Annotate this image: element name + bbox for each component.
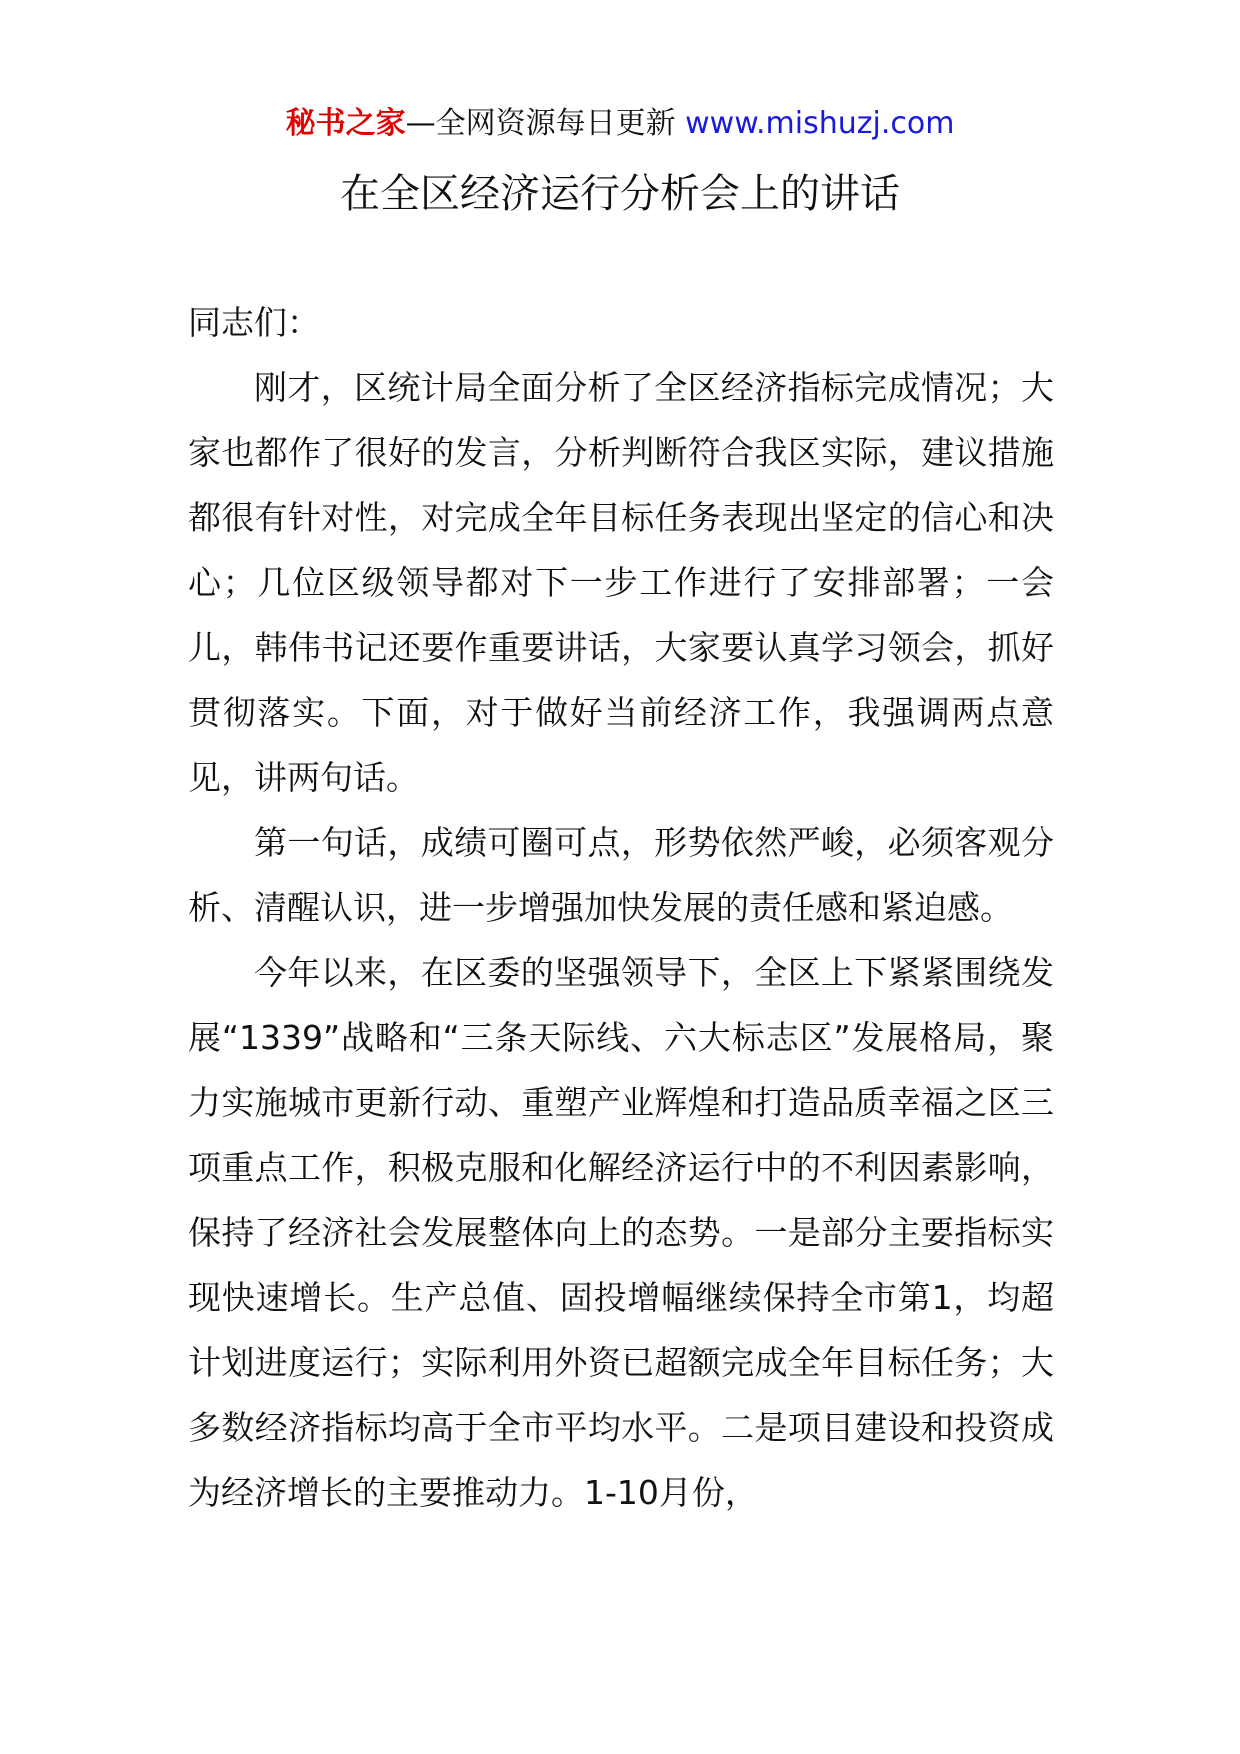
paragraph: 刚才，区统计局全面分析了全区经济指标完成情况；大家也都作了很好的发言，分析判断符合我区实际，建议措施都很有针对性，对完成全年目标任务表现出坚定的信心和决心；几位区级领导都对下一步工作进行了安排部署；一会儿，韩伟书记还要作重要讲话，大家要认真学习领会，抓好贯彻落实。下面，对于做好当前经济工作，我强调两点意见，讲两句话。 — [188, 368, 1054, 797]
site-header — [0, 102, 1240, 146]
salutation: 同志们： — [188, 303, 320, 342]
paragraph: 第一句话，成绩可圈可点，形势依然严峻，必须客观分析、清醒认识，进一步增强加快发展的责任感和紧迫感。 — [188, 823, 1054, 927]
document-body — [188, 290, 1054, 1525]
paragraph: 今年以来，在区委的坚强领导下，全区上下紧紧围绕发展“1339”战略和“三条天际线、六大标志区”发展格局，聚力实施城市更新行动、重塑产业辉煌和打造品质幸福之区三项重点工作，积极克服和化解经济运行中的不利因素影响，保持了经济社会发展整体向上的态势。一是部分主要指标实现快速增长。生产总值、固投增幅继续保持全市第1，均超计划进度运行；实际利用外资已超额完成全年目标任务；大多数经济指标均高于全市平均水平。二是项目建设和投资成为经济增长的主要推动力。1-10月份， — [188, 953, 1054, 1512]
site-url-link[interactable]: www.mishuzj.com — [685, 106, 955, 141]
document-title: 在全区经济运行分析会上的讲话 — [340, 171, 900, 217]
site-name: 秘书之家 — [285, 106, 406, 141]
site-slogan: —全网资源每日更新 — [405, 106, 686, 141]
